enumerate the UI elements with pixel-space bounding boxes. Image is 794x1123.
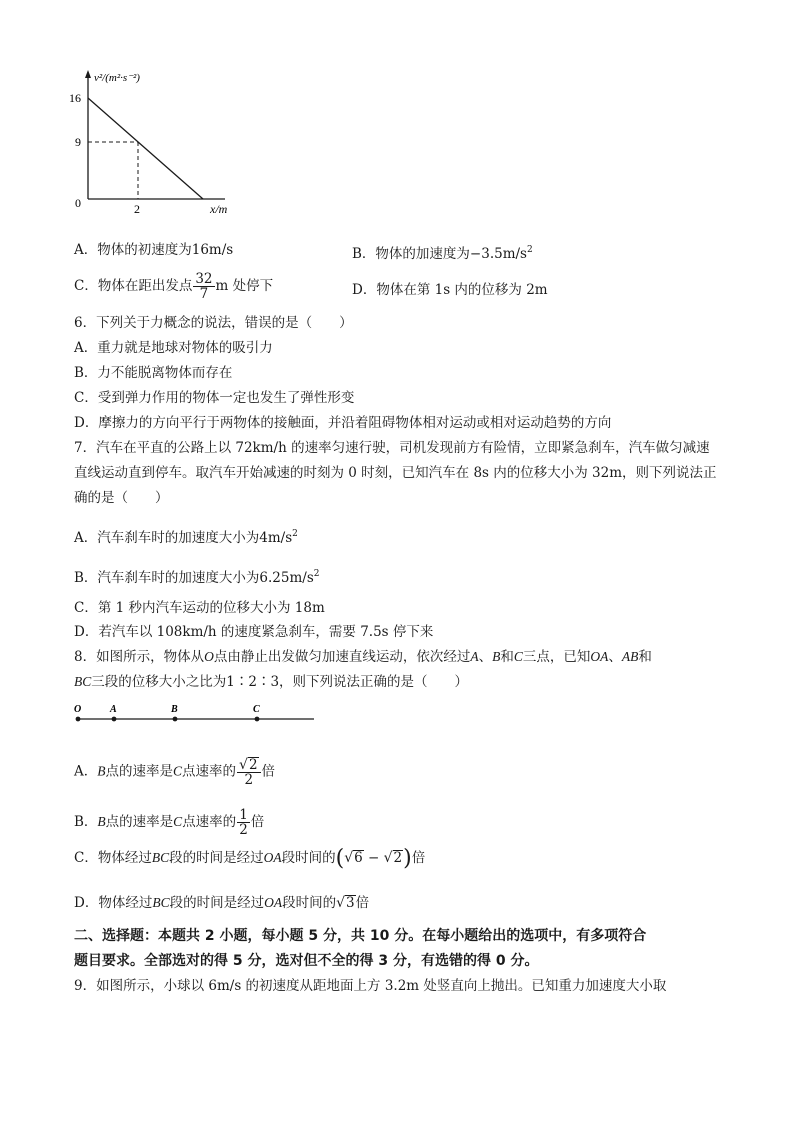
q7-stem-line2: 直线运动直到停车。取汽车开始减速的时刻为 0 时刻，已知汽车在 8s 内的位移大小为 32m，则下列说法正 [74,465,717,481]
q7-option-d[interactable]: D．若汽车以 108km/h 的速度紧急刹车，需要 7.5s 停下来 [74,624,434,640]
q5-option-b-label: B．物体的加速度为 [352,246,470,262]
q8-option-c-suffix: 倍 [411,850,426,866]
q8-dot-c [255,717,260,722]
q8-option-b-suffix: 倍 [250,814,265,830]
sqrt-icon: √ [344,850,354,866]
q7-option-c[interactable]: C．第 1 秒内汽车运动的位移大小为 18m [74,600,325,616]
q7-option-a-label: A．汽车刹车时的加速度大小为 [74,530,260,546]
y-tick-9: 9 [75,135,81,149]
y-axis-arrow [85,70,91,78]
q8-stem-text-a: 8．如图所示，物体从 [74,649,205,665]
q8-stem-line2 [74,672,468,692]
q8-option-c-minus: − [363,850,384,866]
y-tick-16: 16 [69,91,81,105]
q5-option-b-exp: 2 [526,245,533,255]
q6-option-b[interactable]: B．力不能脱离物体而存在 [74,365,233,381]
q5-option-b-value: −3.5m/s [469,246,527,262]
q6-option-a[interactable]: A．重力就是地球对物体的吸引力 [74,340,273,356]
q8-stem-text-c: 三点，已知 [522,649,591,665]
q6-stem: 6．下列关于力概念的说法，错误的是（ ） [74,315,353,331]
q8-point-b: B [492,649,501,664]
q8-option-b-point-c: C [173,814,183,829]
q8-option-c-radicand1: 6 [354,850,363,866]
q8-option-a-text2: 点速率的 [182,763,237,780]
q8-option-a-suffix: 倍 [261,763,276,780]
q5-option-d-text: D．物体在第 1s 内的位移为 2m [352,282,548,298]
q8-option-a-text1: 点的速率是 [105,763,173,780]
q8-option-a-num [237,757,261,773]
q5-option-c[interactable] [74,272,273,301]
origin-label: 0 [75,196,81,210]
q8-points-figure [68,700,328,730]
q8-seg-oa: OA [590,649,609,664]
q7-option-a[interactable] [74,524,298,548]
q8-option-b-num: 1 [239,807,248,823]
x-axis-label: x/m [210,202,228,216]
q7-option-a-exp: 2 [292,529,298,539]
sqrt-icon: √ [336,895,346,911]
q5-option-a[interactable] [74,240,233,260]
x-tick-2: 2 [134,202,140,216]
q8-sep2: 、 [608,649,622,665]
q8-option-b-text1: 点的速率是 [105,814,174,830]
q8-stem-text-d: 三段的位移大小之比为 [91,674,227,690]
q5-option-c-fraction [193,272,214,301]
q8-point-o: O [204,649,214,664]
q8-fig-label-b: B [171,704,178,715]
q8-option-c-text2: 段的时间是经过 [169,850,264,866]
q8-option-d-text2: 段的时间是经过 [169,895,265,911]
q8-option-a-radicand: 2 [248,757,258,773]
q8-fig-label-c: C [253,704,260,715]
q5-option-c-label: C．物体在距出发点 [74,278,193,294]
section2-heading-line2: 题目要求。全部选对的得 5 分，选对但不全的得 3 分，有选错的得 0 分。 [74,953,539,969]
q8-option-a-prefix: A． [74,763,98,780]
q8-seg-ab: AB [621,649,639,664]
q7-option-b-exp: 2 [313,569,320,579]
q8-fig-label-o: O [74,704,82,715]
q8-stem-text-b: 点由静止出发做匀加速直线运动，依次经过 [213,649,471,665]
q8-option-a-fraction [237,757,261,787]
q8-and2: 和 [638,649,652,665]
q5-option-b[interactable] [352,240,533,264]
q5-option-c-den: 7 [199,286,209,302]
q8-option-d-seg-oa: OA [264,895,283,910]
q8-option-a[interactable] [74,757,275,787]
q7-option-b-label: B．汽车刹车时的加速度大小为 [74,570,260,586]
q8-stem-line1 [74,647,652,667]
q8-option-c-seg-oa: OA [263,850,282,865]
q8-option-a-point-c: C [173,763,183,779]
q8-option-d-text1: D．物体经过 [74,895,153,911]
q7-option-b[interactable] [74,564,320,588]
q9-stem: 9．如图所示，小球以 6m/s 的初速度从距地面上方 3.2m 处竖直向上抛出。已知重力加速度大小取 [74,978,667,994]
q8-option-b-prefix: B． [74,814,98,830]
q5-option-d[interactable] [352,280,548,300]
q8-seg-bc: BC [74,674,92,689]
v-squared-x-graph [60,65,260,225]
q8-dot-o [76,717,81,722]
q8-fig-label-a: A [110,704,117,715]
q8-dot-a [112,717,117,722]
v2-x-line [88,98,203,199]
q8-and: 和 [500,649,514,665]
q8-option-c-radicand2: 2 [393,850,403,866]
q8-option-d-radicand: 3 [346,895,355,911]
q5-option-c-num: 32 [195,271,213,287]
q8-option-c-text1: C．物体经过 [74,850,152,866]
q8-point-a: A [470,649,479,664]
q8-point-c: C [513,649,523,664]
q8-stem-text-e: ，则下列说法正确的是（ ） [279,674,469,690]
q8-option-c-text3: 段时间的 [281,850,336,866]
q8-option-b-den: 2 [239,822,248,838]
q8-option-b-fraction [237,808,250,837]
q8-option-d-suffix: 倍 [355,895,370,911]
y-axis-label: v²/(m²·s⁻²) [94,72,140,84]
q8-dot-b [173,717,178,722]
q8-option-a-point-b: B [97,763,106,779]
left-paren-icon: ( [335,846,345,871]
q8-option-d[interactable] [74,893,369,913]
q8-option-b[interactable] [74,808,264,837]
q8-option-a-den: 2 [244,772,254,788]
q6-option-c[interactable]: C．受到弹力作用的物体一定也发生了弹性形变 [74,390,355,406]
q8-option-c-seg-bc: BC [151,850,170,865]
right-paren-icon: ) [403,846,412,871]
q8-ratio: 1∶2∶3 [226,674,280,690]
q8-option-d-seg-bc: BC [152,895,170,910]
q7-stem-line3: 确的是（ ） [74,490,169,506]
q5-option-c-post: m 处停下 [215,278,274,294]
q7-option-b-value: 6.25m/s [259,570,314,586]
q8-option-b-text2: 点速率的 [182,814,237,830]
sqrt-icon: √ [383,850,393,866]
q7-option-a-value: 4m/s [259,530,293,546]
q7-stem-line1: 7．汽车在平直的公路上以 72km/h 的速率匀速行驶，司机发现前方有险情，立即紧急刹车，汽车做匀减速 [74,440,710,456]
q8-option-b-point-b: B [97,814,106,829]
q8-sep1: 、 [478,649,493,665]
q6-option-d[interactable]: D．摩擦力的方向平行于两物体的接触面，并沿着阻碍物体相对运动或相对运动趋势的方向 [74,415,612,431]
sqrt-icon: √ [239,757,248,773]
section2-heading-line1: 二、选择题：本题共 2 小题，每小题 5 分，共 10 分。在每小题给出的选项中，有多项符合 [74,928,647,944]
q8-option-d-text3: 段时间的 [282,895,337,911]
q8-option-c[interactable] [74,848,425,869]
q5-option-a-text: A．物体的初速度为16m/s [74,242,234,258]
